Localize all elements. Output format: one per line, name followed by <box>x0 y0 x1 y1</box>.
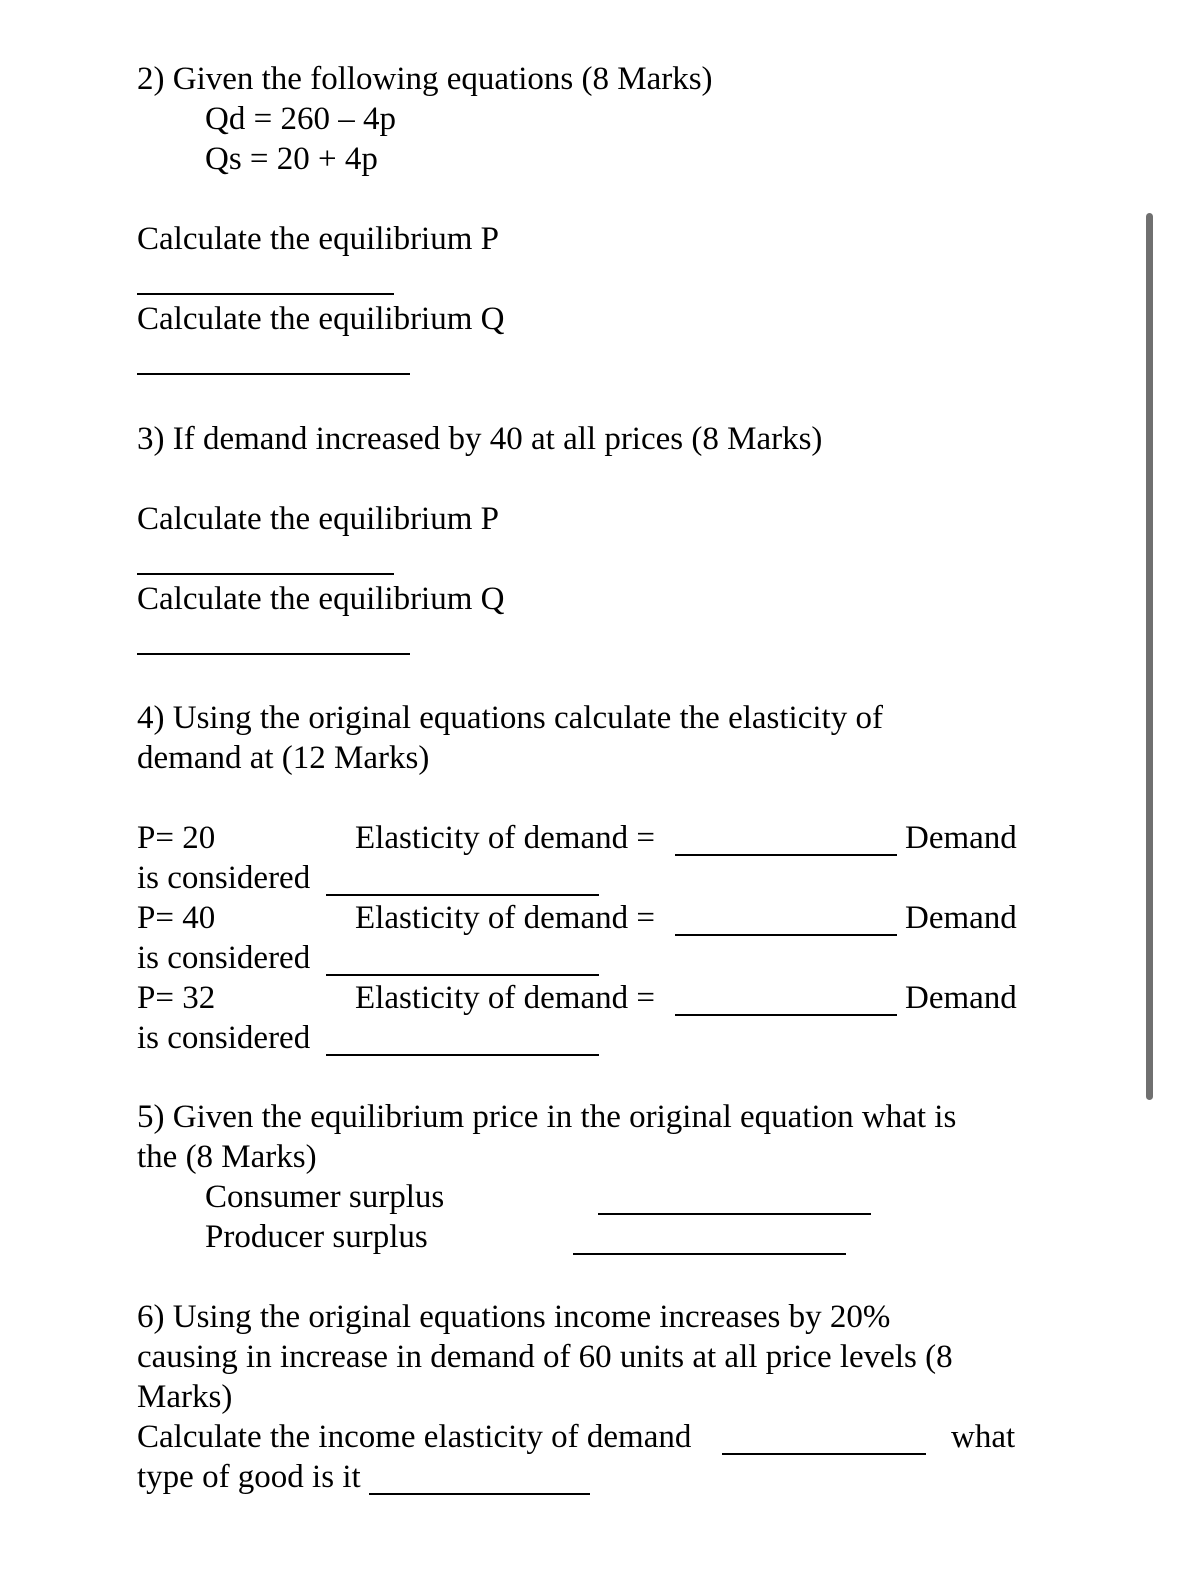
q5-producer-surplus-blank[interactable] <box>573 1253 846 1255</box>
q4-row2-considered-blank[interactable] <box>326 974 599 976</box>
q4-row3-considered-blank[interactable] <box>326 1054 599 1056</box>
q4-row2-elasticity-blank[interactable] <box>675 934 897 936</box>
q3-calc-q-label: Calculate the equilibrium Q <box>137 581 505 617</box>
q3-title: 3) If demand increased by 40 at all prices (8 Marks) <box>137 421 823 457</box>
q4-row3-elasticity-blank[interactable] <box>675 1014 897 1016</box>
q6-type-label: type of good is it <box>137 1459 361 1495</box>
q4-row2-considered-label: is considered <box>137 940 311 976</box>
q6-good-type-blank[interactable] <box>369 1493 590 1495</box>
q4-row1-elasticity-label: Elasticity of demand = <box>355 820 655 856</box>
q4-row2-demand-label: Demand <box>905 900 1017 936</box>
q4-row1-price: P= 20 <box>137 820 216 856</box>
q3-answer-q-blank[interactable] <box>137 653 410 655</box>
q4-row1-considered-blank[interactable] <box>326 894 599 896</box>
q2-supply-equation: Qs = 20 + 4p <box>205 141 378 177</box>
q2-calc-q-label: Calculate the equilibrium Q <box>137 301 505 337</box>
q4-row1-considered-label: is considered <box>137 860 311 896</box>
q6-line2: causing in increase in demand of 60 units at all price levels (8 <box>137 1339 953 1375</box>
q5-consumer-surplus-blank[interactable] <box>598 1213 871 1215</box>
q4-row3-considered-label: is considered <box>137 1020 311 1056</box>
q6-income-elasticity-blank[interactable] <box>722 1453 926 1455</box>
q2-answer-p-blank[interactable] <box>137 293 394 295</box>
q4-row1-demand-label: Demand <box>905 820 1017 856</box>
q4-row1-elasticity-blank[interactable] <box>675 854 897 856</box>
q6-line3: Marks) <box>137 1379 233 1415</box>
q4-row3-price: P= 32 <box>137 980 216 1016</box>
q5-consumer-surplus-label: Consumer surplus <box>205 1179 445 1215</box>
q4-title-line1: 4) Using the original equations calculate the elasticity of <box>137 700 883 736</box>
q5-title-line1: 5) Given the equilibrium price in the original equation what is <box>137 1099 957 1135</box>
q2-calc-p-label: Calculate the equilibrium P <box>137 221 500 257</box>
q6-line1: 6) Using the original equations income increases by 20% <box>137 1299 891 1335</box>
q4-row2-elasticity-label: Elasticity of demand = <box>355 900 655 936</box>
q5-producer-surplus-label: Producer surplus <box>205 1219 428 1255</box>
q2-title: 2) Given the following equations (8 Marks) <box>137 61 713 97</box>
q4-row3-elasticity-label: Elasticity of demand = <box>355 980 655 1016</box>
q6-calc-label: Calculate the income elasticity of demand <box>137 1419 692 1455</box>
vertical-scrollbar[interactable] <box>1146 213 1153 1100</box>
q5-title-line2: the (8 Marks) <box>137 1139 317 1175</box>
q2-demand-equation: Qd = 260 – 4p <box>205 101 396 137</box>
q3-answer-p-blank[interactable] <box>137 573 394 575</box>
q2-answer-q-blank[interactable] <box>137 373 410 375</box>
q4-row3-demand-label: Demand <box>905 980 1017 1016</box>
q4-title-line2: demand at (12 Marks) <box>137 740 430 776</box>
q6-what-label: what <box>951 1419 1016 1455</box>
q3-calc-p-label: Calculate the equilibrium P <box>137 501 500 537</box>
q4-row2-price: P= 40 <box>137 900 216 936</box>
